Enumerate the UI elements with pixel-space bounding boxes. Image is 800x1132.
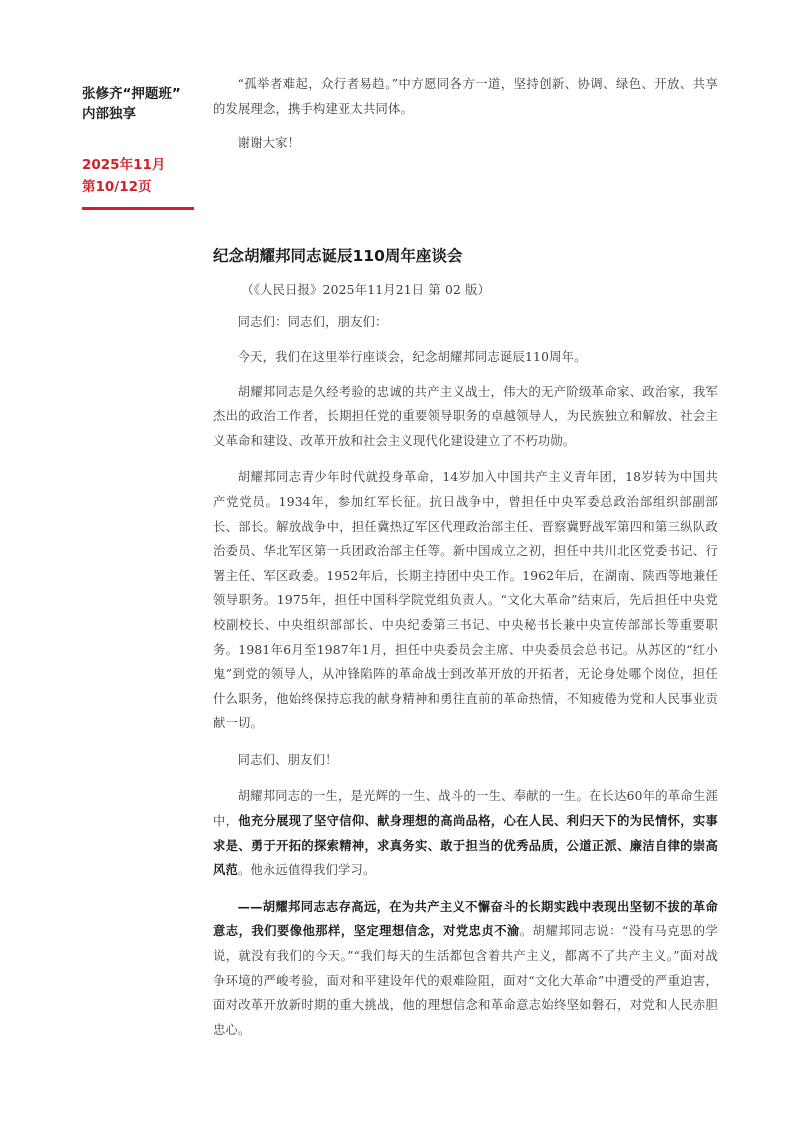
greeting: 同志们：同志们，朋友们： (237, 315, 388, 330)
paragraph (213, 895, 718, 1043)
article-body (213, 72, 718, 1042)
sidebar (82, 84, 194, 198)
page-info (82, 154, 194, 198)
paragraph (213, 784, 718, 882)
paragraph: 同志们、朋友们！ (237, 752, 338, 767)
brand-line-1: 张修齐“押题班” (82, 86, 181, 102)
paragraph: 胡耀邦同志是久经考验的忠诚的共产主义战士，伟大的无产阶级革命家、政治家，我军杰出的政治工作者，长期担任党的重要领导职务的卓越领导人，为民族独立和解放、社会主义革命和建设、改革开放和社会主义现代化建设建立了不朽功勋。 (213, 384, 718, 448)
article-title: 纪念胡耀邦同志诞辰110周年座谈会 (213, 246, 463, 265)
page-number: 第10/12页 (82, 179, 152, 195)
paragraph: 谢谢大家！ (237, 136, 301, 151)
brand-line-2: 内部独享 (82, 106, 136, 122)
emphasis-text: 他充分展现了坚守信仰、献身理想的高尚品格，心在人民、利归天下的为民情怀，实事求是、勇于开拓的探索精神，求真务实、敢于担当的优秀品质，公道正派、廉洁自律的崇高风范 (213, 814, 718, 878)
article-source: （《人民日报》2025年11月21日 第 02 版） (241, 282, 491, 297)
brand-label (82, 84, 194, 124)
text-run: 。他永远值得我们学习。 (238, 863, 376, 878)
paragraph: “孤举者难起，众行者易趋。”中方愿同各方一道，坚持创新、协调、绿色、开放、共享的发展理念，携手构建亚太共同体。 (213, 77, 718, 116)
red-divider (82, 207, 194, 210)
date-label: 2025年11月 (82, 157, 166, 173)
text-run: 胡耀邦同志的一生，是光辉的一生、战斗的一生、奉献的一生。在长达60年的革命生涯中， (213, 789, 718, 829)
paragraph: 今天，我们在这里举行座谈会，纪念胡耀邦同志诞辰110周年。 (237, 349, 587, 364)
emphasis-text: ——胡耀邦同志志存高远，在为共产主义不懈奋斗的长期实践中表现出坚韧不拔的革命意志，我们要像他那样，坚定理想信念，对党忠贞不渝 (213, 899, 718, 939)
paragraph: 胡耀邦同志青少年时代就投身革命，14岁加入中国共产主义青年团，18岁转为中国共产党党员。1934年，参加红军长征。抗日战争中，曾担任中央军委总政治部组织部副部长、部长。解放战争中，担任冀热辽军区代理政治部主任、晋察冀野战军第四和第三纵队政治委员、华北军区第一兵团政治部主任等。新中国成立之初，担任中共川北区党委书记、行署主任、军区政委。1952年后，长期主持团中央工作。1962年后，在湖南、陕西等地兼任领导职务。1975年，担任中国科学院党组负责人。“文化大革命”结束后，先后担任中央党校副校长、中央组织部部长、中央纪委第三书记、中央秘书长兼中央宣传部部长等重要职务。1981年6月至1987年1月，担任中央委员会主席、中央委员会总书记。从苏区的“红小鬼”到党的领导人，从冲锋陷阵的革命战士到改革开放的开拓者，无论身处哪个岗位，担任什么职务，他始终保持忘我的献身精神和勇往直前的革命热情，不知疲倦为党和人民事业贡献一切。 (213, 470, 718, 731)
text-run: 。胡耀邦同志说：“没有马克思的学说，就没有我们的今天。”“我们每天的生活都包含着共产主义，都离不了共产主义。”面对战争环境的严峻考验，面对和平建设年代的艰难险阻，面对“文化大革命”中遭受的严重迫害，面对改革开放新时期的重大挑战，他的理想信念和革命意志始终坚如磐石，对党和人民赤胆忠心。 (213, 924, 718, 1037)
